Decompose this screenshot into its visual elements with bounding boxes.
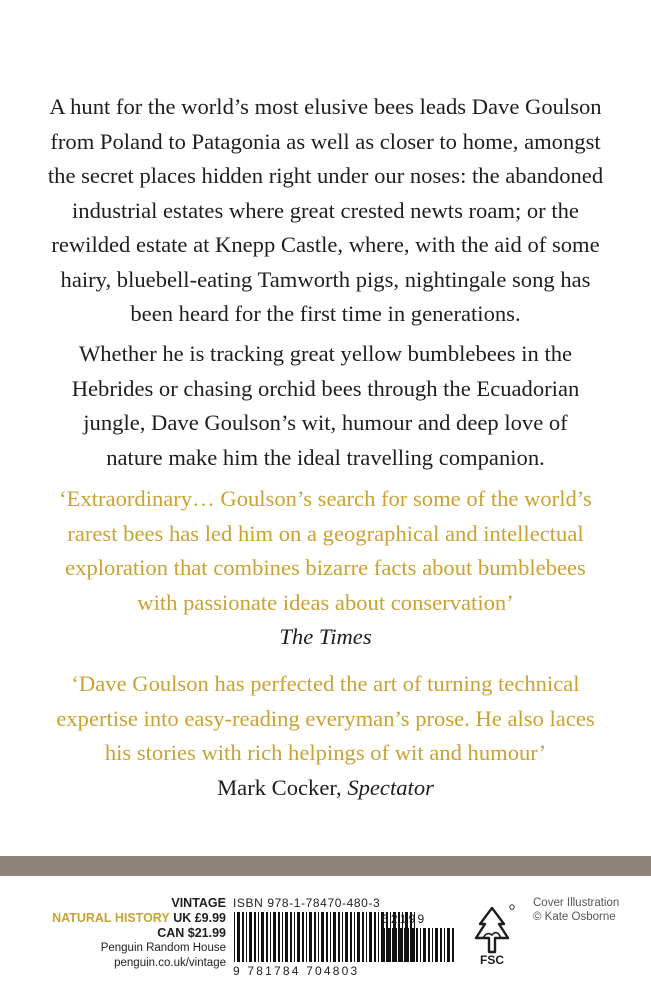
quote-line: ‘Extraordinary… Goulson’s search for some of the world’s xyxy=(59,486,592,511)
barcode-addon-digits: 62199 xyxy=(382,912,427,926)
quote-line: rarest bees has led him on a geographical and intellectual xyxy=(67,520,584,546)
blurb-line: rewilded estate at Knepp Castle, where, with the aid of some xyxy=(51,232,600,257)
isbn: ISBN 978-1-78470-480-3 xyxy=(233,896,381,910)
price-uk: UK £9.99 xyxy=(173,911,226,925)
attribution-source: Spectator xyxy=(347,774,434,800)
blurb-line: Whether he is tracking great yellow bumblebees in the xyxy=(78,341,573,366)
blurb-line: industrial estates where great crested newts roam; or the xyxy=(72,197,579,223)
price-can: CAN $21.99 xyxy=(157,926,226,940)
category: NATURAL HISTORY xyxy=(52,911,170,925)
blurb-line: A hunt for the world’s most elusive bees leads Dave Goulson xyxy=(49,94,602,119)
blurb-paragraph-2 xyxy=(30,337,621,475)
back-cover-footer xyxy=(0,876,651,1000)
barcode-digits: 9 781784 704803 xyxy=(233,964,360,978)
blurb-line: Hebrides or chasing orchid bees through the Ecuadorian xyxy=(71,375,580,401)
review-quote-times xyxy=(30,482,621,655)
blurb-line: been heard for the first time in generations. xyxy=(130,301,521,326)
divider-band xyxy=(0,856,651,876)
credit-line: Cover Illustration xyxy=(533,897,620,909)
blurb-line: nature make him the ideal travelling companion. xyxy=(106,444,545,470)
cover-credit xyxy=(533,896,619,924)
attribution-source: The Times xyxy=(279,624,372,649)
attribution-name: Mark Cocker, xyxy=(217,774,348,800)
blurb-paragraph-1 xyxy=(30,90,621,332)
review-quote-spectator xyxy=(30,667,621,805)
blurb-line: the secret places hidden right under our noses: the abandoned xyxy=(47,163,604,188)
quote-line: ‘Dave Goulson has perfected the art of turning technical xyxy=(71,671,580,696)
publisher-name: Penguin Random House xyxy=(100,942,226,954)
quote-line: with passionate ideas about conservation’ xyxy=(137,589,514,615)
category-price-row xyxy=(52,911,226,926)
fsc-label: FSC xyxy=(480,953,504,967)
quote-attribution xyxy=(30,620,621,655)
blurb-line: from Poland to Patagonia as well as closer to home, amongst xyxy=(50,128,601,154)
quote-line: expertise into easy-reading everyman’s prose. He also laces xyxy=(56,705,595,731)
publisher-website: penguin.co.uk/vintage xyxy=(114,957,226,969)
quote-line: exploration that combines bizarre facts about bumblebees xyxy=(65,555,586,580)
quote-line: his stories with rich helpings of wit and humour’ xyxy=(104,740,547,765)
blurb-line: jungle, Dave Goulson’s wit, humour and deep love of xyxy=(83,410,568,435)
imprint: VINTAGE xyxy=(171,896,226,910)
quote-attribution xyxy=(30,771,621,806)
publisher-block xyxy=(52,896,226,971)
credit-line: © Kate Osborne xyxy=(533,911,616,923)
blurb-line: hairy, bluebell-eating Tamworth pigs, nightingale song has xyxy=(60,266,591,292)
